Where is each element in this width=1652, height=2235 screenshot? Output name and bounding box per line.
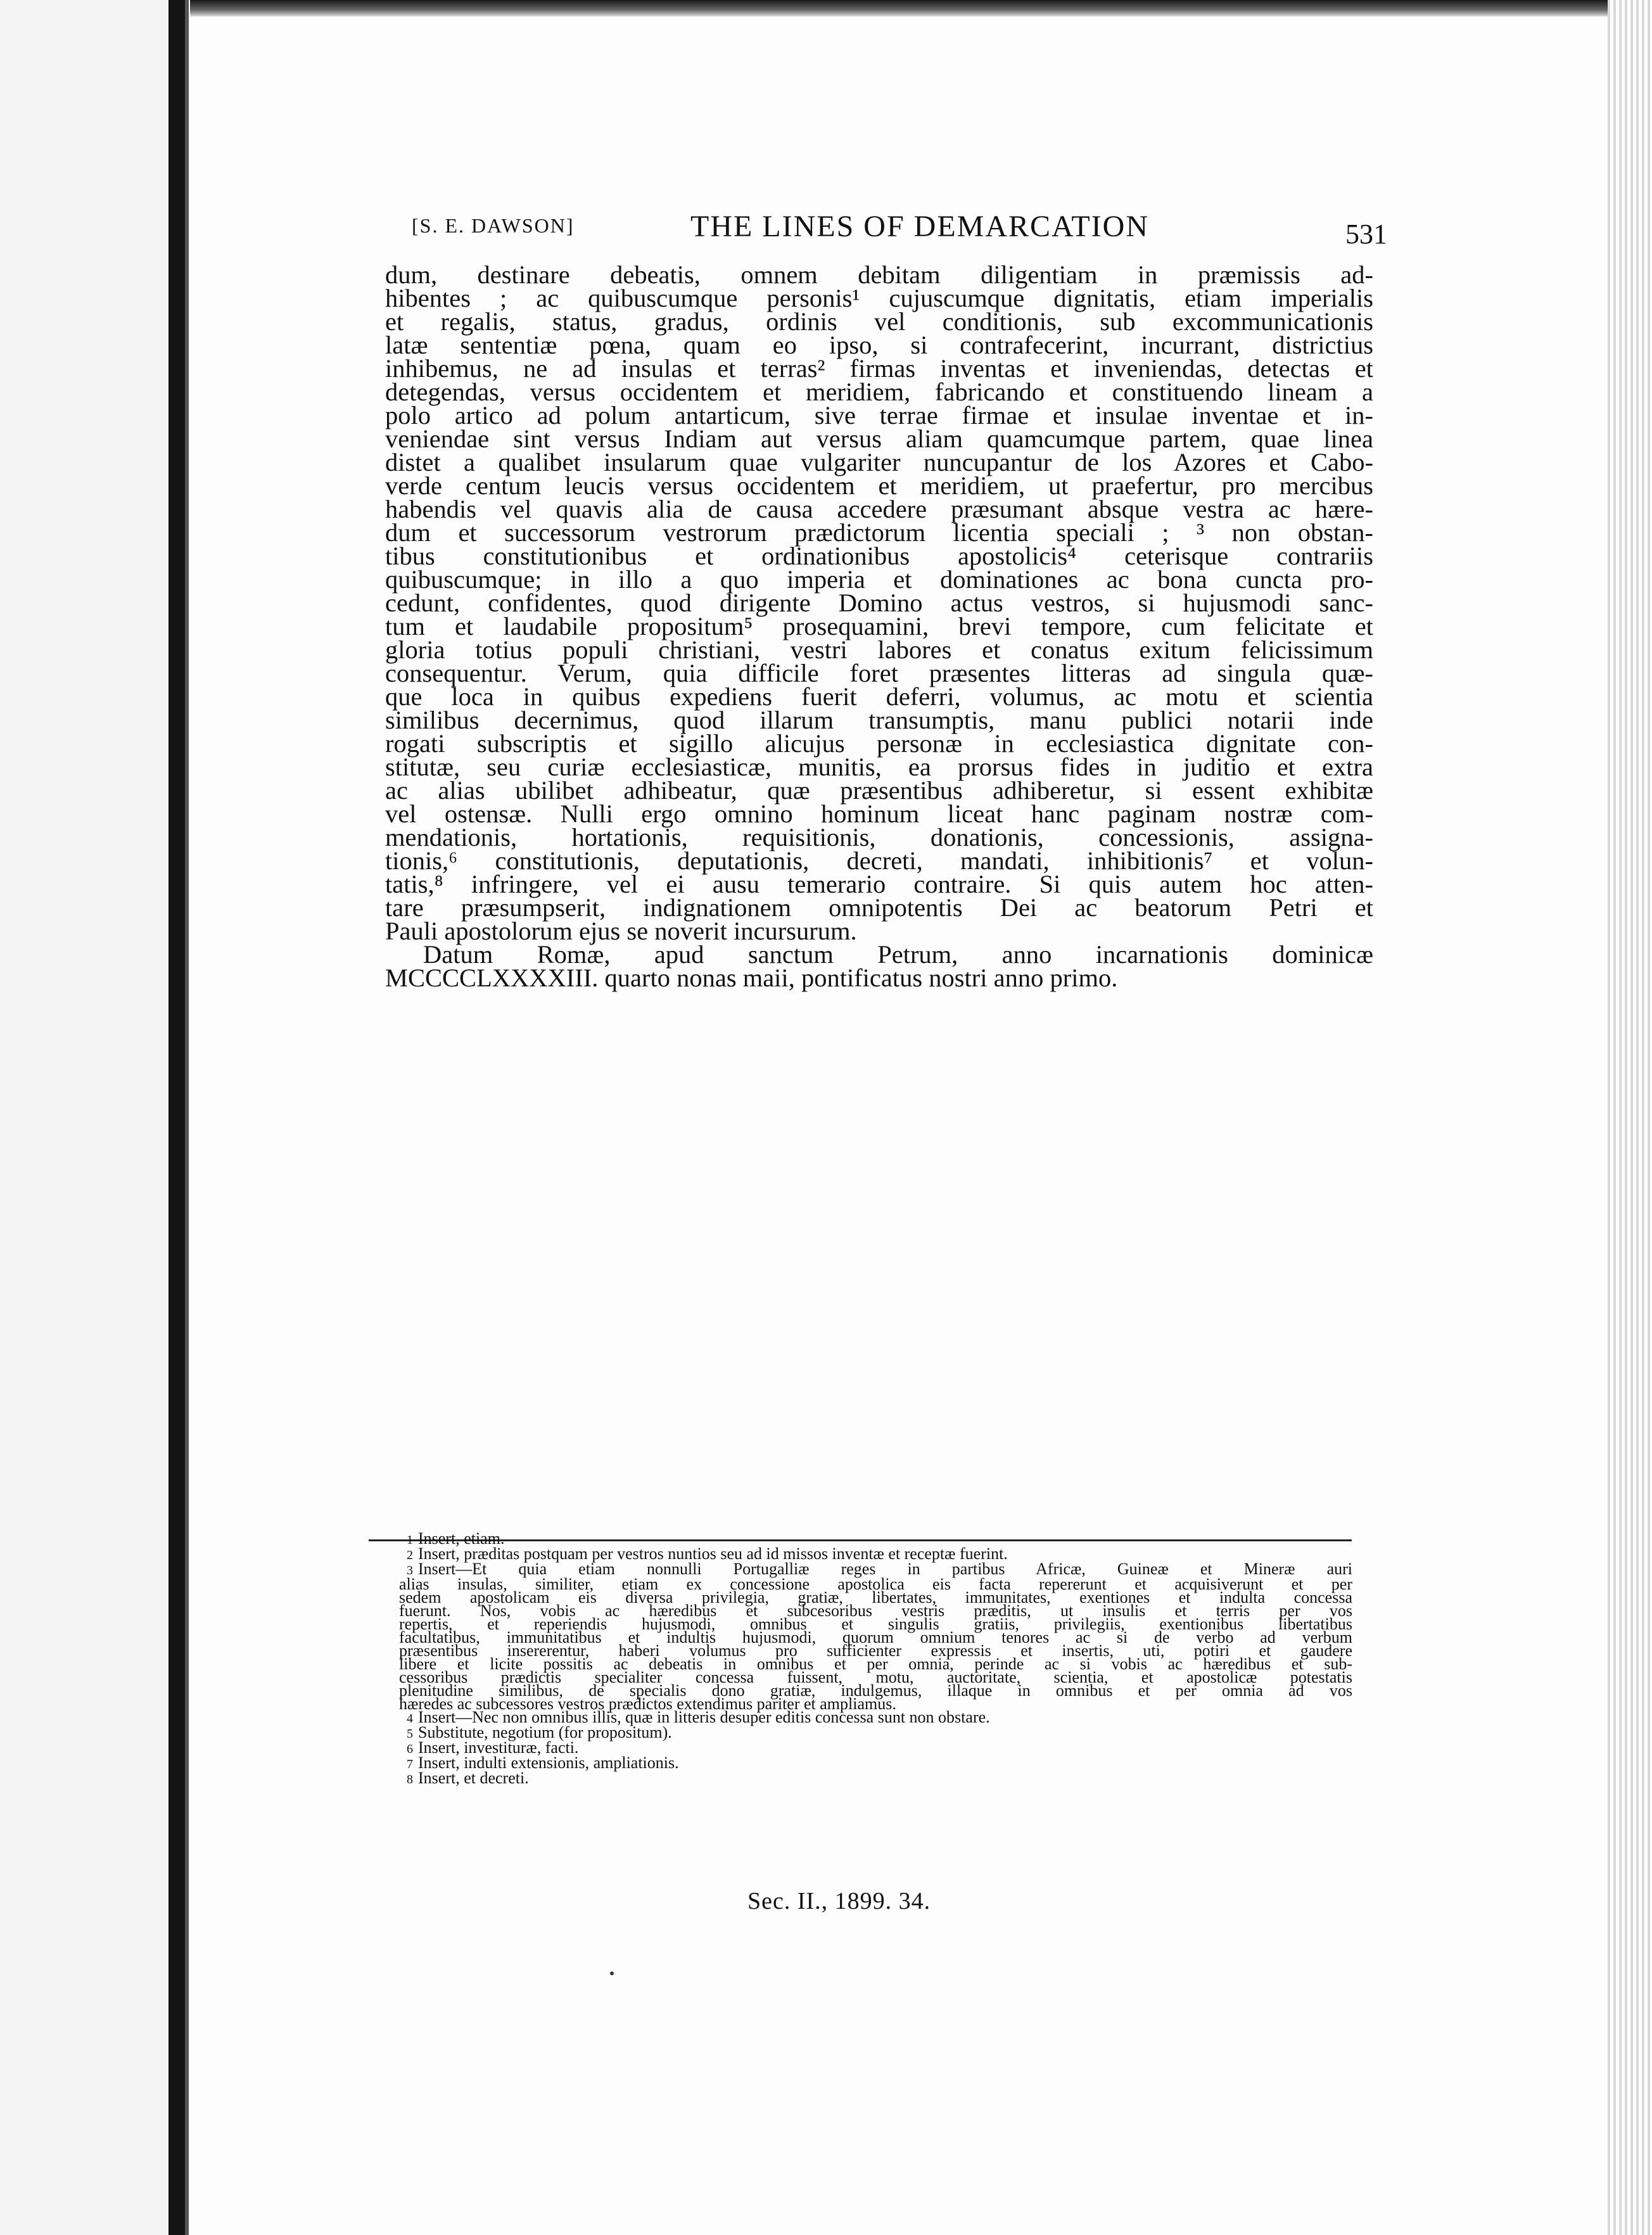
body-line: Pauli apostolorum ejus se noverit incursurum. (385, 917, 857, 945)
body-line: habendis vel quavis alia de causa accedere præsumant absque vestra ac hære- (385, 495, 1373, 523)
body-line: gloria totius populi christiani, vestri labores et conatus exitum felicissimum (385, 635, 1373, 664)
running-header-author: [S. E. DAWSON] (412, 214, 575, 237)
body-line: MCCCCLXXXXIII. quarto nonas maii, pontificatus nostri anno primo. (385, 964, 1118, 992)
body-line: mendationis, hortationis, requisitionis, donationis, concessionis, assigna- (385, 823, 1373, 851)
footnote-text: cessoribus prædictis specialiter concessa fuissent, motu, auctoritate, scientia, et apostolicæ potestatis (399, 1668, 1352, 1686)
right-page-edge (1608, 0, 1652, 2235)
footnote-text: Insert—Nec non omnibus illis, quæ in litteris desuper editis concessa sunt non obstare. (418, 1708, 990, 1726)
footnote-number: 6 (407, 1742, 413, 1756)
footnote-number: 1 (407, 1533, 413, 1547)
body-line: quibuscumque; in illo a quo imperia et dominationes ac bona cuncta pro- (385, 565, 1373, 594)
footnote-number: 7 (407, 1757, 413, 1771)
body-line: tibus constitutionibus et ordinationibus apostolicis⁴ ceterisque contrariis (385, 542, 1373, 570)
ink-speck (610, 1971, 614, 1975)
body-line: rogati subscriptis et sigillo alicujus personæ in ecclesiastica dignitate con- (385, 729, 1373, 758)
body-line: cedunt, confidentes, quod dirigente Domino actus vestros, si hujusmodi sanc- (385, 589, 1373, 617)
footnote-text: sedem apostolicam eis diversa privilegia, gratiæ, libertates, immunitates, exentiones et indulta concessa (399, 1588, 1352, 1607)
body-line: distet a qualibet insularum quae vulgariter nuncupantur de los Azores et Cabo- (385, 448, 1373, 476)
footnote-number: 5 (407, 1727, 413, 1741)
footnotes (399, 1529, 1352, 1787)
footnote-line (399, 1756, 1352, 1771)
body-line: polo artico ad polum antarticum, sive terrae firmae et insulae inventae et in- (385, 401, 1373, 430)
body-line: Datum Romæ, apud sanctum Petrum, anno incarnationis dominicæ (423, 940, 1373, 969)
footnote-text: præsentibus insererentur, haberi volumus pro sufficienter expressis et insertis, uti, potiri et gaudere (399, 1641, 1352, 1660)
body-line: vel ostensæ. Nulli ergo omnino hominum liceat hanc paginam nostræ com- (385, 799, 1373, 828)
footnote-number: 4 (407, 1712, 413, 1726)
left-page-edge (0, 0, 190, 2235)
body-line: que loca in quibus expediens fuerit deferri, volumus, ac motu et scientia (385, 682, 1373, 711)
body-line: latæ sententiæ pœna, quam eo ipso, si contrafecerint, incurrant, districtius (385, 331, 1373, 359)
footnote-text: Insert, etiam. (418, 1529, 505, 1548)
footnote-text: libere et licite possitis ac debeatis in omnibus et per omnia, perinde ac si vobis ac hæredibus et sub- (399, 1655, 1352, 1673)
footnote-text: Insert, investituræ, facti. (418, 1738, 579, 1757)
body-line: stitutæ, seu curiæ ecclesiasticæ, munitis, ea prorsus fides in juditio et extra (385, 753, 1373, 781)
body-line: verde centum leucis versus occidentem et meridiem, ut praefertur, pro mercibus (385, 471, 1373, 500)
running-header (412, 210, 1387, 258)
footnote-text: repertis, et reperiendis hujusmodi, omnibus et singulis gratiis, privilegiis, exentionibus libertatibus (399, 1615, 1352, 1633)
body-line: dum et successorum vestrorum prædictorum licentia speciali ; ³ non obstan- (385, 518, 1373, 547)
body-line: tionis,⁶ constitutionis, deputationis, decreti, mandati, inhibitionis⁷ et volun- (385, 846, 1373, 875)
footnote-number: 3 (407, 1563, 413, 1577)
running-header-title: THE LINES OF DEMARCATION (690, 210, 1149, 243)
signature-mark: Sec. II., 1899. 34. (747, 1888, 931, 1914)
footnote-text: Insert, indulti extensionis, ampliationis. (418, 1754, 679, 1772)
footnote-text: facultatibus, immunitatibus et indultis hujusmodi, quorum omnium tenores ac si de verbo ad verbum (399, 1628, 1352, 1646)
page-number: 531 (1345, 219, 1387, 250)
footnote-text: Insert, et decreti. (418, 1769, 529, 1787)
body-line: detegendas, versus occidentem et meridiem, fabricando et constituendo lineam a (385, 378, 1373, 406)
top-page-edge (190, 0, 1652, 16)
body-line: tare præsumpserit, indignationem omnipotentis Dei ac beatorum Petri et (385, 893, 1373, 922)
footnote-line (399, 1771, 1352, 1786)
body-line: inhibemus, ne ad insulas et terras² firmas inventas et inveniendas, detectas et (385, 354, 1373, 383)
body-line: consequentur. Verum, quia difficile foret præsentes litteras ad singula quæ- (385, 659, 1373, 687)
footnote-text: plenitudine similibus, de specialis dono gratiæ, indulgemus, illaque in omnibus et per omnia ad vos (399, 1681, 1352, 1700)
footnote-text: Substitute, negotium (for propositum). (418, 1723, 672, 1742)
footnote-text: hæredes ac subcessores vestros prædictos extendimus pariter et ampliamus. (399, 1695, 896, 1713)
body-line: tatis,⁸ infringere, vel ei ausu temerario contraire. Si quis autem hoc atten- (385, 870, 1373, 898)
footnote-text: fuerunt. Nos, vobis ac hæredibus et subcesoribus vestris præditis, ut insulis et terris per vos (399, 1601, 1352, 1620)
footnote-text: Insert—Et quia etiam nonnulli Portugalliæ reges in partibus Africæ, Guineæ et Mineræ auri (418, 1560, 1352, 1578)
body-line: similibus decernimus, quod illarum transumptis, manu publici notarii inde (385, 706, 1373, 734)
footnote-text: Insert, præditas postquam per vestros nuntios seu ad id missos inventæ et receptæ fuerint. (418, 1544, 1008, 1563)
body-line: tum et laudabile propositum⁵ prosequamini, brevi tempore, cum felicitate et (385, 612, 1373, 640)
body-line: veniendae sint versus Indiam aut versus aliam quamcumque partem, quae linea (385, 424, 1373, 453)
body-line: hibentes ; ac quibuscumque personis¹ cujuscumque dignitatis, etiam imperialis (385, 284, 1373, 312)
footnote-number: 2 (407, 1548, 413, 1562)
footnote-number: 8 (407, 1773, 413, 1786)
body-line: dum, destinare debeatis, omnem debitam diligentiam in præmissis ad- (385, 260, 1373, 289)
body-line: ac alias ubilibet adhibeatur, quæ præsentibus adhiberetur, si essent exhibitæ (385, 776, 1373, 805)
body-text (385, 260, 1373, 992)
footnote-text: alias insulas, similiter, etiam ex concessione apostolica eis facta repererunt et acquisiverunt et per (399, 1575, 1352, 1593)
body-line: et regalis, status, gradus, ordinis vel conditionis, sub excommunicationis (385, 307, 1373, 336)
